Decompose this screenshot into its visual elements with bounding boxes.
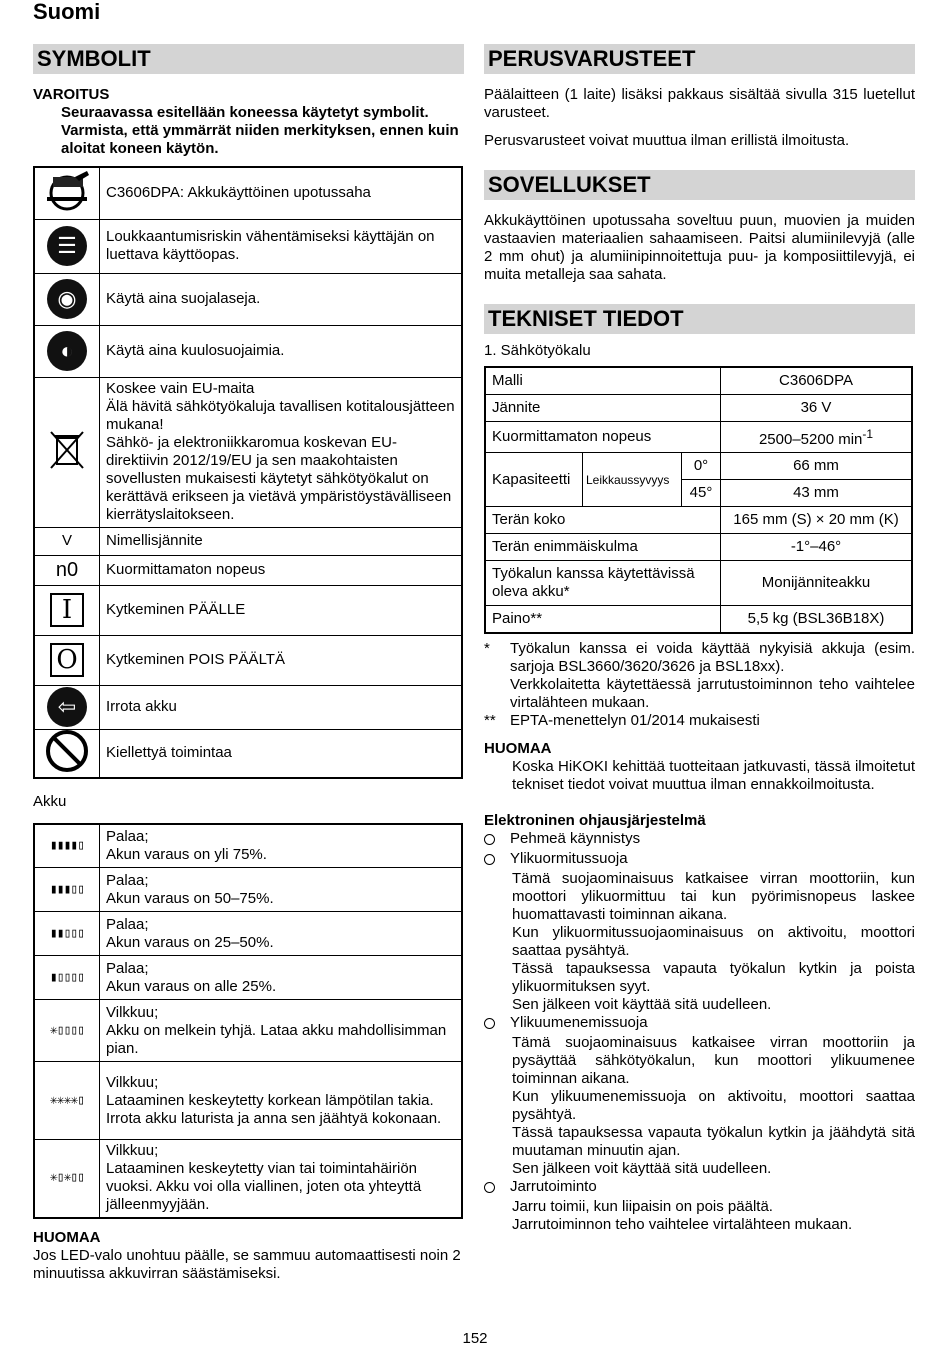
akku-label: Akku [33, 792, 67, 810]
perusvarusteet-p2: Perusvarusteet voivat muuttua ilman erillistä ilmoitusta. [484, 132, 850, 149]
switch-off-icon: O [50, 643, 84, 677]
battery-level-icon: ▮▯▯▯▯ [34, 956, 100, 1000]
spec-value: Monijänniteakku [721, 561, 913, 606]
table-row [485, 367, 912, 395]
battery-desc: Akku on melkein tyhjä. Lataa akku mahdollisimman pian. [106, 1021, 447, 1057]
table-row [34, 956, 462, 1000]
symbol-desc: Käytä aina kuulosuojaimia. [100, 325, 463, 377]
weee-line: Älä hävitä sähkötyökaluja tavallisen kotitalousjätteen mukana! [106, 398, 455, 433]
feature-desc: Tässä tapauksessa vapauta työkalun kytkin ja jäähdytä sitä muutaman minuutin ajan. [512, 1124, 915, 1159]
battery-desc: Lataaminen keskeytetty vian tai toimintahäiriön vuoksi. Akku voi olla viallinen, joten ota yhteyttä jälleenmyyjään. [106, 1160, 422, 1214]
no-load-speed-symbol: n0 [34, 555, 100, 585]
battery-desc: Akun varaus on 50–75%. [106, 889, 274, 907]
battery-state: Palaa; [106, 915, 149, 933]
table-row [34, 219, 462, 273]
table-row [34, 377, 462, 527]
spec-label: Terän koko [485, 507, 721, 534]
warning-text: Seuraavassa esitellään koneessa käytetyt symbolit. Varmista, että ymmärrät niiden merkityksen, ennen kuin aloitat koneen käytön. [61, 104, 459, 157]
weee-line: Koskee vain EU-maita [106, 380, 255, 397]
table-row [34, 325, 462, 377]
prohibited-icon [46, 730, 88, 772]
battery-state: Vilkkuu; [106, 1073, 159, 1091]
symbol-desc: Loukkaantumisriskin vähentämiseksi käyttäjän on luettava käyttöopas. [100, 219, 463, 273]
left-column [33, 44, 464, 1283]
feature-label: Jarrutoiminto [510, 1178, 597, 1195]
safety-glasses-icon: ◉ [47, 279, 87, 319]
note-title: HUOMAA [33, 1228, 101, 1246]
section-heading-tekniset: TEKNISET TIEDOT [484, 304, 915, 334]
footnote-2 [484, 712, 915, 730]
table-row [34, 1000, 462, 1062]
spec-label: Kapasiteetti [485, 453, 583, 507]
section-heading-sovellukset: SOVELLUKSET [484, 170, 915, 200]
table-row [485, 422, 912, 453]
tekniset-subheading: 1. Sähkötyökalu [484, 342, 591, 359]
table-row [34, 912, 462, 956]
spec-label: Jännite [485, 395, 721, 422]
symbol-desc: Käytä aina suojalaseja. [100, 273, 463, 325]
symbol-desc: Kytkeminen POIS PÄÄLTÄ [100, 635, 463, 685]
feature-desc: Sen jälkeen voit käyttää sitä uudelleen. [512, 996, 772, 1013]
sovellukset-text: Akkukäyttöinen upotussaha soveltuu puun, muovien ja muiden vastaavien materiaalien sahaamiseen. Paitsi alumiinilevyjä (alle 2 mm ohut) ja alumiinipinnoitettuja puu- ja komposiittilevyjä, ei muita metalleja saa sahata. [484, 212, 915, 283]
spec-table [484, 366, 913, 634]
read-manual-icon: ☰ [47, 226, 87, 266]
battery-level-icon: ▮▮▮▮▯ [34, 824, 100, 868]
feature-desc: Tämä suojaominaisuus katkaisee virran moottoriin, kun moottori ylikuormittuu tai kun pyörimisnopeus laskee huomattavasti toiminnan aikana. [512, 870, 915, 923]
battery-desc: Akun varaus on yli 75%. [106, 845, 267, 863]
note-text: Koska HiKOKI kehittää tuotteitaan jatkuvasti, tässä ilmoitetut tekniset tiedot voivat muuttua ilman ennakkoilmoitusta. [512, 758, 915, 793]
spec-angle: 45° [682, 480, 721, 507]
spec-label: Terän enimmäiskulma [485, 534, 721, 561]
spec-value: 66 mm [721, 453, 913, 480]
symbol-desc: Kytkeminen PÄÄLLE [100, 585, 463, 635]
list-item [484, 830, 915, 850]
spec-angle: 0° [682, 453, 721, 480]
spec-value: C3606DPA [721, 367, 913, 395]
battery-desc: Akun varaus on 25–50%. [106, 933, 274, 951]
feature-desc: Tämä suojaominaisuus katkaisee virran moottoriin ja pysäyttää sähkötyökalun, kun moottori ylikuumenee toiminnan aikana. [512, 1034, 915, 1087]
battery-level-icon: ✳✳✳✳▯ [34, 1062, 100, 1140]
feature-desc: Jarru toimii, kun liipaisin on pois päältä. [512, 1198, 773, 1215]
feature-label: Pehmeä käynnistys [510, 830, 641, 847]
voltage-symbol: V [34, 527, 100, 555]
table-row [34, 824, 462, 868]
table-row [34, 635, 462, 685]
table-row [34, 527, 462, 555]
weee-bin-icon [47, 428, 87, 472]
battery-state: Palaa; [106, 871, 149, 889]
right-column [484, 44, 915, 1234]
symbol-desc: Nimellisjännite [100, 527, 463, 555]
switch-on-icon: I [50, 593, 84, 627]
warning-title: VAROITUS [33, 86, 110, 103]
battery-desc: Akun varaus on alle 25%. [106, 977, 277, 995]
feature-label: Ylikuormitussuoja [510, 850, 628, 867]
circle-bullet-icon [484, 1018, 495, 1029]
battery-state: Palaa; [106, 959, 149, 977]
spec-unit-exponent: -1 [862, 427, 874, 441]
spec-value: 43 mm [721, 480, 913, 507]
footnote-text: EPTA-menettelyn 01/2014 mukaisesti [510, 712, 760, 729]
list-item [484, 1014, 915, 1034]
symbol-desc: Irrota akku [100, 685, 463, 729]
note-title: HUOMAA [484, 740, 552, 757]
battery-level-icon: ▮▮▯▯▯ [34, 912, 100, 956]
weee-line: Sähkö- ja elektroniikkaromua koskevan EU-direktiivin 2012/19/EU ja sen maakohtaisten sovellusten mukaisesti käytetyt sähkötyökalut on kerättävä erikseen ja vietävä ympäristöystävälliseen kierrätyslaitokseen. [106, 434, 452, 523]
table-row [485, 561, 912, 606]
spec-label: Paino** [485, 606, 721, 634]
table-row [485, 606, 912, 634]
table-row [34, 167, 462, 219]
feature-desc: Kun ylikuumenemissuoja on aktivoitu, moottori saattaa pysähtyä. [512, 1088, 915, 1123]
battery-state: Vilkkuu; [106, 1003, 159, 1021]
battery-level-icon: ✳▯▯▯▯ [34, 1000, 100, 1062]
list-item [484, 850, 915, 870]
symbols-table [33, 166, 463, 779]
list-item [484, 1178, 915, 1198]
spec-value: 2500–5200 min [758, 431, 863, 448]
circle-bullet-icon [484, 1182, 495, 1193]
spec-value: 5,5 kg (BSL36B18X) [721, 606, 913, 634]
table-row [34, 555, 462, 585]
spec-label: Työkalun kanssa käytettävissä oleva akku* [485, 561, 721, 606]
spec-label: Malli [485, 367, 721, 395]
footnote-1 [484, 640, 915, 712]
feature-desc: Kun ylikuormitussuojaominaisuus on aktivoitu, moottori saattaa pysähtyä. [512, 924, 915, 959]
battery-level-icon: ▮▮▮▯▯ [34, 868, 100, 912]
ear-protection-icon: ◐ [47, 331, 87, 371]
saw-icon [43, 169, 91, 213]
section-heading-symbolit: SYMBOLIT [33, 44, 464, 74]
table-row [34, 1140, 462, 1218]
feature-label: Ylikuumenemissuoja [510, 1014, 648, 1031]
footnote-mark: * [484, 640, 490, 657]
feature-desc: Tässä tapauksessa vapauta työkalun kytkin ja poista ylikuormituksen syyt. [512, 960, 915, 995]
perusvarusteet-p1: Päälaitteen (1 laite) lisäksi pakkaus sisältää sivulla 315 luetellut varusteet. [484, 86, 915, 121]
footnote-text: Verkkolaitetta käytettäessä jarrutustoiminnon teho vaihtelee virtalähteen mukaan. [510, 676, 915, 711]
symbol-desc: C3606DPA: Akkukäyttöinen upotussaha [100, 167, 463, 219]
table-row [485, 395, 912, 422]
remove-battery-icon: ⇦ [47, 687, 87, 727]
spec-value: 165 mm (S) × 20 mm (K) [721, 507, 913, 534]
table-row [34, 868, 462, 912]
table-row [485, 453, 912, 480]
language-label: Suomi [33, 0, 101, 24]
spec-value: -1°–46° [721, 534, 913, 561]
battery-level-icon: ✳▯✳▯▯ [34, 1140, 100, 1218]
spec-value: 36 V [721, 395, 913, 422]
battery-desc: Lataaminen keskeytetty korkean lämpötilan takia. Irrota akku laturista ja anna sen jäähtyä kokonaan. [106, 1091, 442, 1127]
table-row [34, 685, 462, 729]
page-number: 152 [462, 1330, 488, 1347]
table-row [34, 585, 462, 635]
feature-desc: Sen jälkeen voit käyttää sitä uudelleen. [512, 1160, 772, 1177]
footnote-text: Työkalun kanssa ei voida käyttää nykyisiä akkuja (esim. sarjoja BSL3660/3620/3626 ja BSL18xx). [510, 640, 915, 675]
table-row [485, 534, 912, 561]
table-row [34, 1062, 462, 1140]
table-row [485, 507, 912, 534]
feature-desc: Jarrutoiminnon teho vaihtelee virtalähteen mukaan. [512, 1216, 853, 1233]
table-row [34, 729, 462, 778]
note-text: Jos LED-valo unohtuu päälle, se sammuu automaattisesti noin 2 minuutissa akkuvirran säästämiseksi. [33, 1246, 461, 1282]
footnote-mark: ** [484, 712, 496, 729]
battery-table [33, 823, 463, 1219]
electronic-title: Elektroninen ohjausjärjestelmä [484, 812, 706, 829]
table-row [34, 273, 462, 325]
circle-bullet-icon [484, 834, 495, 845]
battery-state: Vilkkuu; [106, 1142, 159, 1160]
symbol-desc: Kiellettyä toimintaa [100, 729, 463, 778]
spec-label: Kuormittamaton nopeus [485, 422, 721, 453]
battery-state: Palaa; [106, 827, 149, 845]
spec-sublabel: Leikkaussyvyys [583, 453, 682, 507]
symbol-desc: Kuormittamaton nopeus [100, 555, 463, 585]
circle-bullet-icon [484, 854, 495, 865]
section-heading-perusvarusteet: PERUSVARUSTEET [484, 44, 915, 74]
